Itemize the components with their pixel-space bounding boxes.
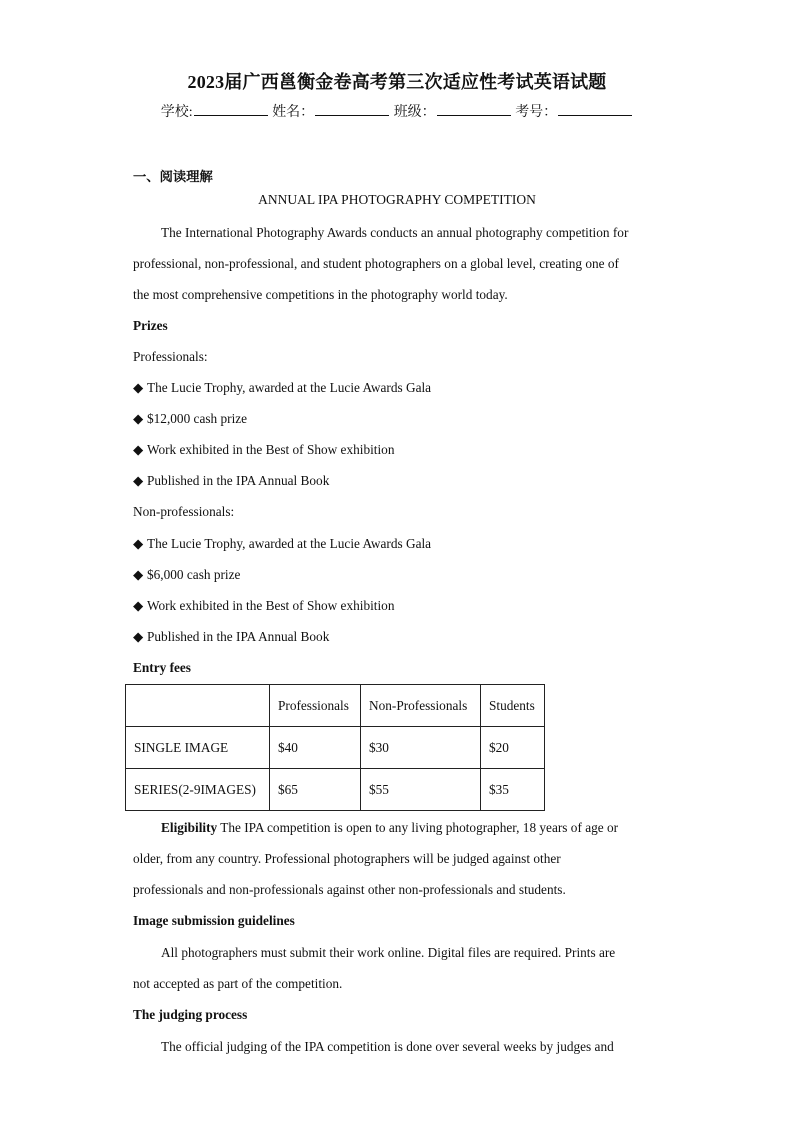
table-header-cell: Non-Professionals (361, 685, 481, 727)
table-cell: $35 (481, 769, 545, 811)
professionals-label: Professionals: (133, 349, 208, 364)
submission-line-2: not accepted as part of the competition. (133, 976, 343, 991)
table-header-cell: Students (481, 685, 545, 727)
list-item: ◆ Work exhibited in the Best of Show exhibition (133, 442, 395, 457)
school-label: 学校: (160, 105, 193, 120)
intro-line-2: professional, non-professional, and student photographers on a global level, creating one of (133, 256, 619, 271)
table-row (126, 727, 545, 769)
bullet-icon: ◆ (133, 567, 144, 582)
page-title: 2023届广西邕衡金卷高考第三次适应性考试英语试题 (187, 72, 607, 92)
list-item: ◆ $12,000 cash prize (133, 411, 248, 426)
list-item: ◆ Work exhibited in the Best of Show exhibition (133, 598, 395, 613)
eligibility-label: Eligibility (161, 820, 218, 835)
table-header-row (126, 685, 545, 727)
bullet-icon: ◆ (133, 629, 144, 644)
table-cell: SINGLE IMAGE (126, 727, 270, 769)
intro-line-1: The International Photography Awards conducts an annual photography competition for (161, 225, 629, 240)
table-cell: SERIES(2-9IMAGES) (126, 769, 270, 811)
entry-fees-table (125, 684, 545, 811)
exam-number-label: 考号： (515, 105, 558, 120)
class-label: 班级： (393, 105, 436, 120)
eligibility-line-1: Eligibility The IPA competition is open to any living photographer, 18 years of age or (161, 820, 619, 835)
exam-number-blank (558, 102, 632, 116)
prizes-heading: Prizes (133, 318, 168, 333)
bullet-icon: ◆ (133, 442, 144, 457)
submission-heading: Image submission guidelines (133, 913, 295, 928)
bullet-icon: ◆ (133, 473, 144, 488)
judging-heading: The judging process (133, 1007, 248, 1022)
school-blank (194, 102, 268, 116)
list-item: ◆ The Lucie Trophy, awarded at the Lucie Awards Gala (133, 380, 432, 395)
table-cell: $20 (481, 727, 545, 769)
bullet-icon: ◆ (133, 380, 144, 395)
table-header-cell: Professionals (270, 685, 361, 727)
bullet-icon: ◆ (133, 536, 144, 551)
nonprofessionals-label: Non-professionals: (133, 504, 235, 519)
intro-line-3: the most comprehensive competitions in the photography world today. (133, 287, 508, 302)
bullet-icon: ◆ (133, 598, 144, 613)
eligibility-line-2: older, from any country. Professional photographers will be judged against other (133, 851, 561, 866)
table-row (126, 769, 545, 811)
table-cell: $30 (361, 727, 481, 769)
list-item: ◆ Published in the IPA Annual Book (133, 629, 330, 644)
list-item: ◆ Published in the IPA Annual Book (133, 473, 330, 488)
student-info-row (0, 101, 794, 121)
article-title: ANNUAL IPA PHOTOGRAPHY COMPETITION (258, 192, 536, 207)
judging-line-1: The official judging of the IPA competition is done over several weeks by judges and (161, 1039, 614, 1054)
name-label: 姓名： (272, 105, 315, 120)
section-heading: 一、阅读理解 (133, 169, 213, 184)
table-cell: $65 (270, 769, 361, 811)
entry-fees-heading: Entry fees (133, 660, 191, 675)
class-blank (437, 102, 511, 116)
name-blank (315, 102, 389, 116)
table-cell: $40 (270, 727, 361, 769)
table-header-cell (126, 685, 270, 727)
list-item: ◆ The Lucie Trophy, awarded at the Lucie Awards Gala (133, 536, 432, 551)
bullet-icon: ◆ (133, 411, 144, 426)
list-item: ◆ $6,000 cash prize (133, 567, 241, 582)
table-cell: $55 (361, 769, 481, 811)
eligibility-line-3: professionals and non-professionals against other non-professionals and students. (133, 882, 566, 897)
submission-line-1: All photographers must submit their work online. Digital files are required. Prints are (161, 945, 616, 960)
